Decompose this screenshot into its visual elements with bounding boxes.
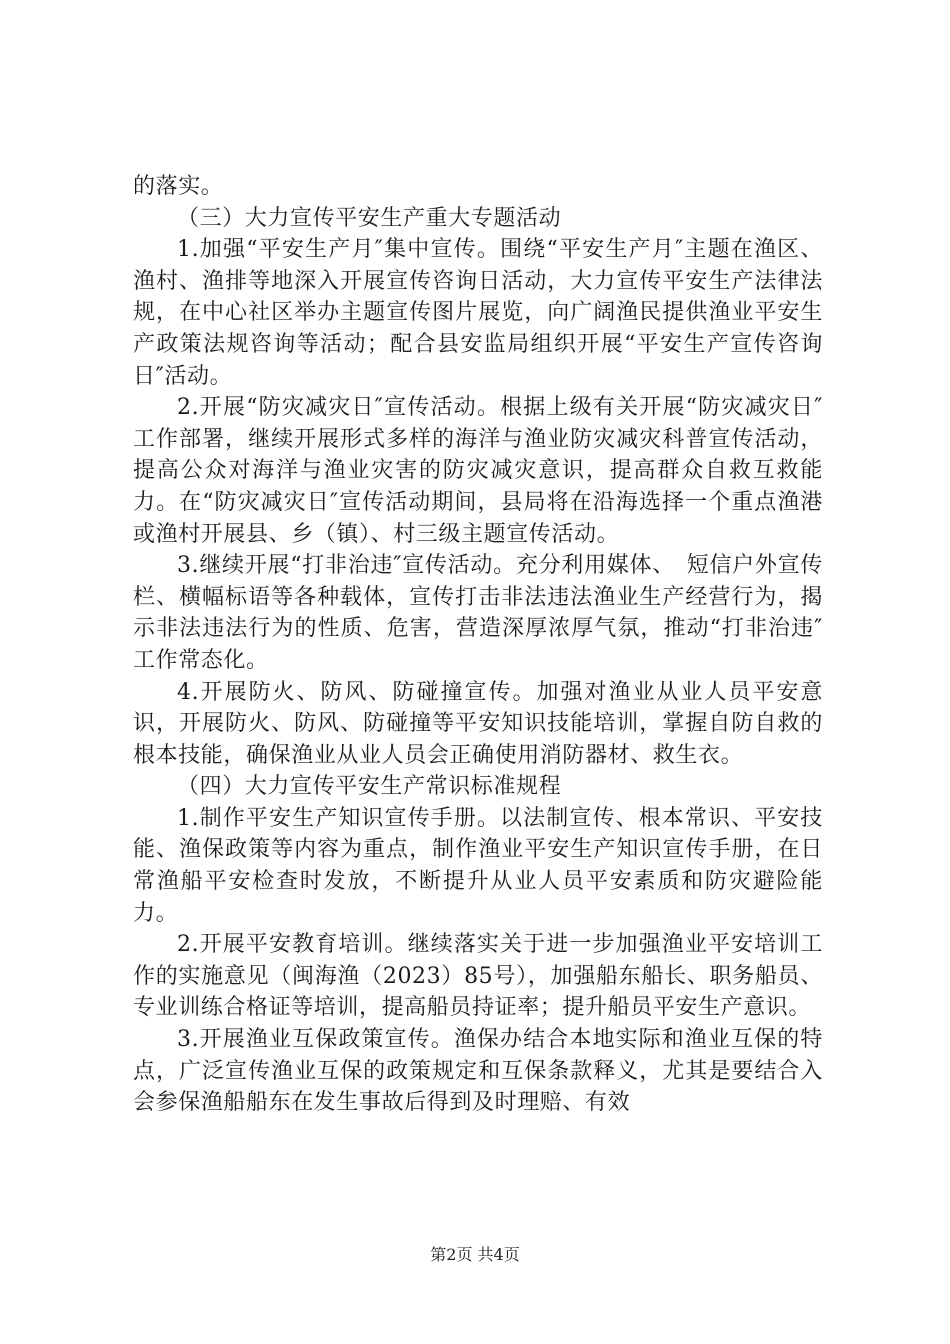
paragraph: 1.制作平安生产知识宣传手册。以法制宣传、根本常识、平安技能、渔保政策等内容为重点，制作渔业平安生产知识宣传手册，在日常渔船平安检查时发放，不断提升从业人员平安素质和防灾避险能力。	[133, 805, 823, 926]
paragraph: 2.开展“防灾减灾日″宣传活动。根据上级有关开展“防灾减灾日″工作部署，继续开展形式多样的海洋与渔业防灾减灾科普宣传活动，提高公众对海洋与渔业灾害的防灾减灾意识，提高群众自救互救能力。在“防灾减灾日″宣传活动期间，县局将在沿海选择一个重点渔港或渔村开展县、乡（镇）、村三级主题宣传活动。	[133, 395, 823, 547]
page-footer: 第2页 共4页	[430, 1245, 520, 1264]
document-body	[133, 171, 823, 1119]
paragraph: 3.开展渔业互保政策宣传。渔保办结合本地实际和渔业互保的特点，广泛宣传渔业互保的政策规定和互保条款释义，尤其是要结合入会参保渔船船东在发生事故后得到及时理赔、有效	[133, 1027, 823, 1116]
paragraph: 3.继续开展“打非治违″宣传活动。充分利用媒体、 短信户外宣传栏、横幅标语等各种载体，宣传打击非法违法渔业生产经营行为，揭示非法违法行为的性质、危害，营造深厚浓厚气氛，推动“打非治违″工作常态化。	[133, 553, 823, 673]
section-heading-3: （三）大力宣传平安生产重大专题活动	[177, 205, 562, 231]
paragraph-continuation: 的落实。	[133, 174, 224, 199]
section-heading-4: （四）大力宣传平安生产常识标准规程	[177, 774, 562, 800]
paragraph: 1.加强“平安生产月″集中宣传。围绕“平安生产月″主题在渔区、渔村、渔排等地深入开展宣传咨询日活动，大力宣传平安生产法律法规，在中心社区举办主题宣传图片展览，向广阔渔民提供渔业平安生产政策法规咨询等活动；配合县安监局组织开展“平安生产宣传咨询日″活动。	[133, 237, 823, 389]
paragraph: 2.开展平安教育培训。继续落实关于进一步加强渔业平安培训工作的实施意见（闽海渔（2023）85号），加强船东船长、职务船员、专业训练合格证等培训，提高船员持证率；提升船员平安生产意识。	[133, 932, 823, 1021]
paragraph: 4.开展防火、防风、防碰撞宣传。加强对渔业从业人员平安意识，开展防火、防风、防碰撞等平安知识技能培训，掌握自防自救的根本技能，确保渔业从业人员会正确使用消防器材、救生衣。	[133, 679, 823, 768]
